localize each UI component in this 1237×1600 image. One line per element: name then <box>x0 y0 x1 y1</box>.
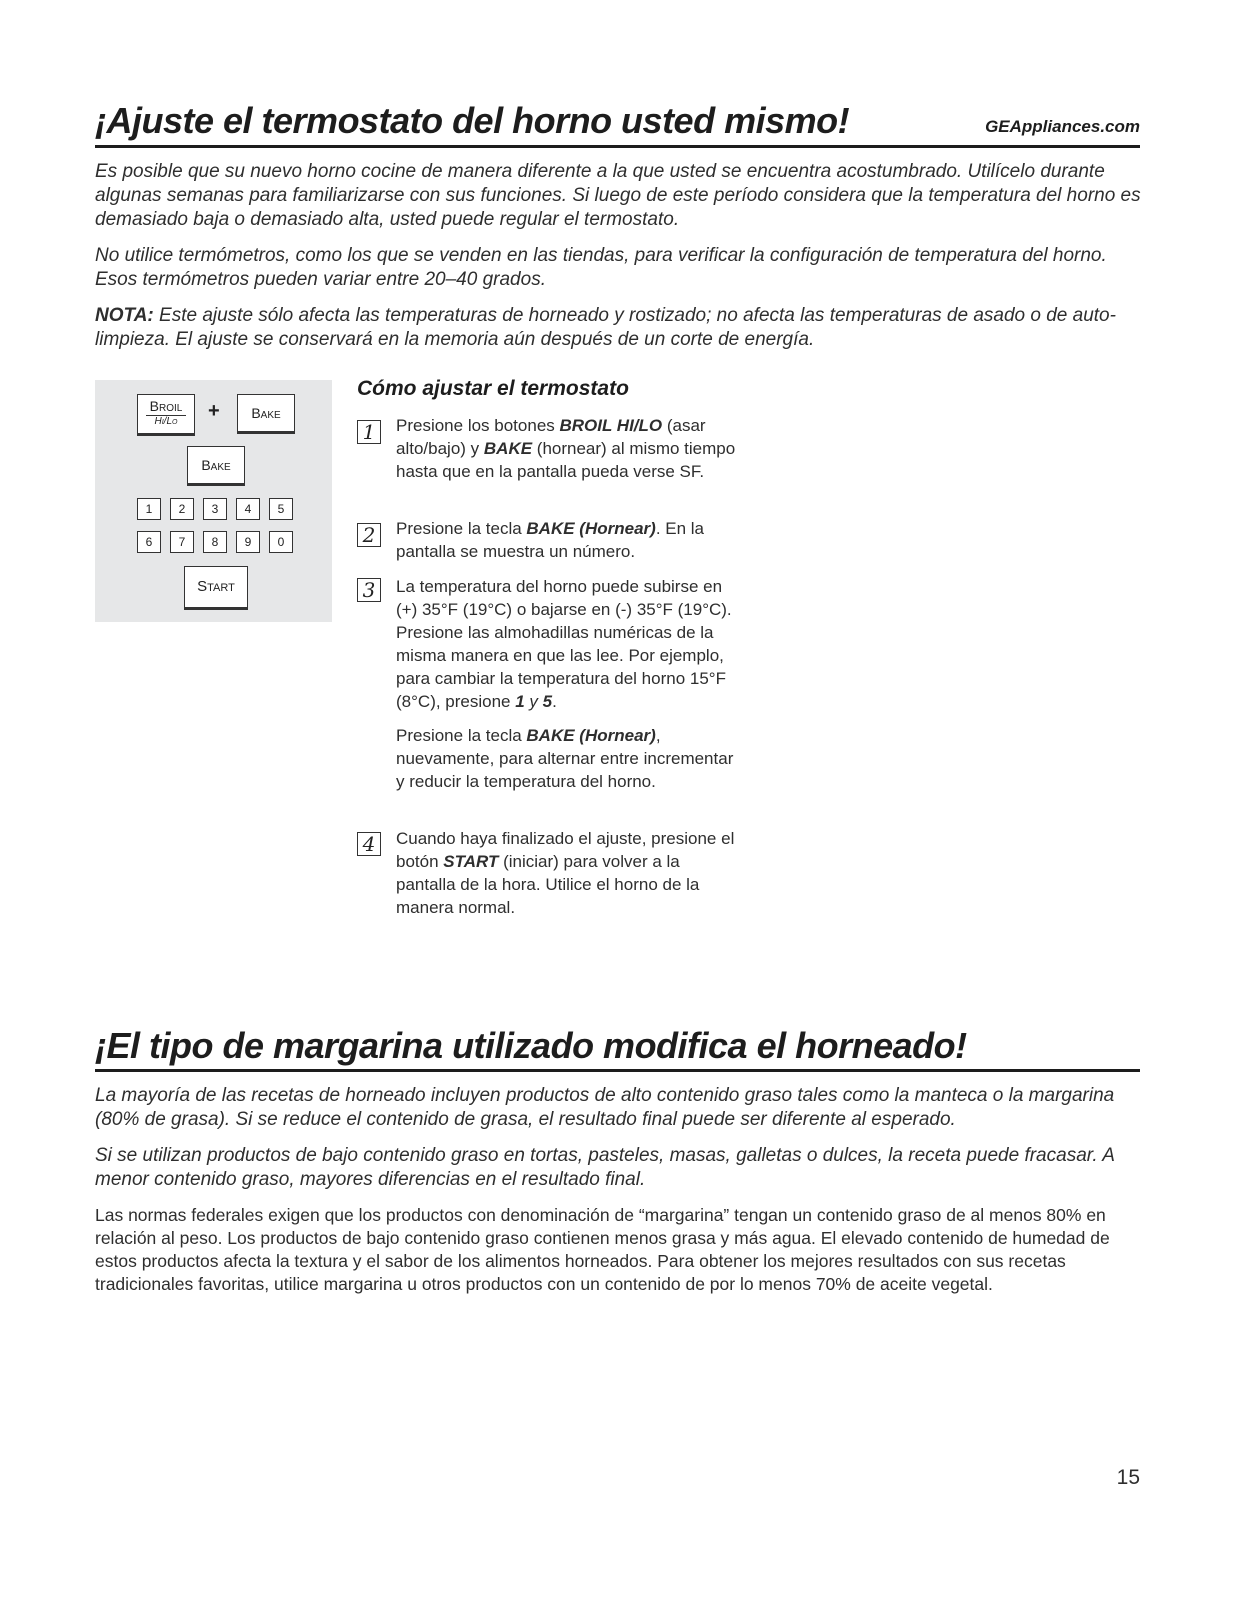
step1-text-e: (hornear) al mismo tiempo hasta que en la pantalla pueda verse SF. <box>396 439 736 481</box>
title-rule <box>95 145 1140 148</box>
step3-text-a: La temperatura del horno puede subirse en (+) 35°F (19°C) o bajarse en (-) 35°F (19°C). Presione las almohadillas numéricas de la misma manera en que las lee. Por ejemplo, para cambiar la temperatura del horno 15°F (8°C), presione <box>396 577 732 711</box>
section2-paragraph-1: La mayoría de las recetas de horneado incluyen productos de alto contenido graso tales como la manteca o la margarina (80% de grasa). Si se reduce el contenido de grasa, el resultado final puede ser diferente al esperado. <box>95 1085 1115 1130</box>
digit-key-9: 9 <box>236 531 260 553</box>
step-number-1: 1 <box>357 420 381 444</box>
website-label: GEAppliances.com <box>985 117 1140 136</box>
plus-sign: + <box>208 400 220 422</box>
digit-key-3: 3 <box>203 498 227 520</box>
step2-text-c: . En la pantalla se muestra un número. <box>396 519 705 561</box>
step-3b-text <box>396 724 741 793</box>
step-number-3: 3 <box>357 578 381 602</box>
digit-key-6: 6 <box>137 531 161 553</box>
step3b-bake: BAKE (Hornear) <box>526 726 656 745</box>
step4-text-c: (iniciar) para volver a la pantalla de la hora. Utilice el horno de la manera normal. <box>396 852 700 917</box>
digit-key-8: 8 <box>203 531 227 553</box>
step1-bake: BAKE <box>483 439 533 458</box>
step3b-text-c: , nuevamente, para alternar entre incrementar y reducir la temperatura del horno. <box>396 726 734 791</box>
digit-key-1: 1 <box>137 498 161 520</box>
section2-intro <box>95 1084 1145 1204</box>
step-2-text <box>396 517 741 563</box>
howto-title: Cómo ajustar el termostato <box>357 377 629 400</box>
step-4-text <box>396 827 741 919</box>
bake-key: Bake <box>237 394 295 432</box>
digit-key-0: 0 <box>269 531 293 553</box>
digit-key-2: 2 <box>170 498 194 520</box>
step3-five: 5 <box>542 692 553 711</box>
intro-paragraph-2: No utilice termómetros, como los que se venden en las tiendas, para verificar la configuración de temperatura del horno. Esos termómetros pueden variar entre 20–40 grados. <box>95 245 1107 290</box>
step2-text-a: Presione la tecla <box>396 519 527 538</box>
section2-paragraph-2: Si se utilizan productos de bajo contenido graso en tortas, pasteles, masas, galletas o dulces, la receta puede fracasar. A menor contenido graso, mayores diferencias en el resultado final. <box>95 1145 1115 1190</box>
broil-key-label: Broil <box>149 398 183 414</box>
section1-intro <box>95 160 1145 364</box>
section2-title: ¡El tipo de margarina utilizado modifica el horneado! <box>95 1025 967 1066</box>
step1-text-a: Presione los botones <box>396 416 560 435</box>
section1-title: ¡Ajuste el termostato del horno usted mismo! <box>95 100 850 141</box>
bake-key-second: Bake <box>187 446 245 484</box>
broil-key-sublabel: Hi/Lo <box>146 415 186 427</box>
start-key: Start <box>184 566 248 608</box>
step-number-2: 2 <box>357 523 381 547</box>
step3b-text-a: Presione la tecla <box>396 726 527 745</box>
digit-key-7: 7 <box>170 531 194 553</box>
note-paragraph <box>95 304 1145 352</box>
digit-key-4: 4 <box>236 498 260 520</box>
step2-bake: BAKE (Hornear) <box>526 519 656 538</box>
note-text: Este ajuste sólo afecta las temperaturas de horneado y rostizado; no afecta las temperaturas de asado o de auto-limpieza. El ajuste se conservará en la memoria aún después de un corte de energía. <box>95 305 1116 350</box>
step-1-text <box>396 414 741 483</box>
control-panel-illustration <box>95 380 332 622</box>
broil-hi-lo-key <box>137 394 195 434</box>
section2-body: Las normas federales exigen que los productos con denominación de “margarina” tengan un contenido graso de al menos 80% en relación al peso. Los productos de bajo contenido graso contienen menos grasa y más agua. El elevado contenido de humedad de estos productos afecta la textura y el sabor de los alimentos horneados. Para obtener los mejores resultados con sus recetas tradicionales favoritas, utilice margarina u otros productos con un contenido de por lo menos 70% de aceite vegetal. <box>95 1205 1110 1294</box>
intro-paragraph-1: Es posible que su nuevo horno cocine de manera diferente a la que usted se encuentra acostumbrado. Utilícelo durante algunas semanas para familiarizarse con sus funciones. Si luego de este período considera que la temperatura del horno es demasiado baja o demasiado alta, usted puede regular el termostato. <box>95 161 1141 230</box>
step3-text-c: y <box>524 692 543 711</box>
step1-text-c: (asar alto/bajo) y <box>396 416 706 458</box>
note-label: NOTA: <box>95 305 154 326</box>
page-number: 15 <box>1116 1466 1140 1489</box>
step4-start: START <box>443 852 499 871</box>
digit-key-5: 5 <box>269 498 293 520</box>
step-number-4: 4 <box>357 832 381 856</box>
section2-rule <box>95 1069 1140 1072</box>
step3-text-e: . <box>552 692 557 711</box>
step4-text-a: Cuando haya finalizado el ajuste, presione el botón <box>396 829 735 871</box>
step3-one: 1 <box>515 692 525 711</box>
step-3-text <box>396 575 741 713</box>
step1-broil: BROIL HI/LO <box>559 416 663 435</box>
